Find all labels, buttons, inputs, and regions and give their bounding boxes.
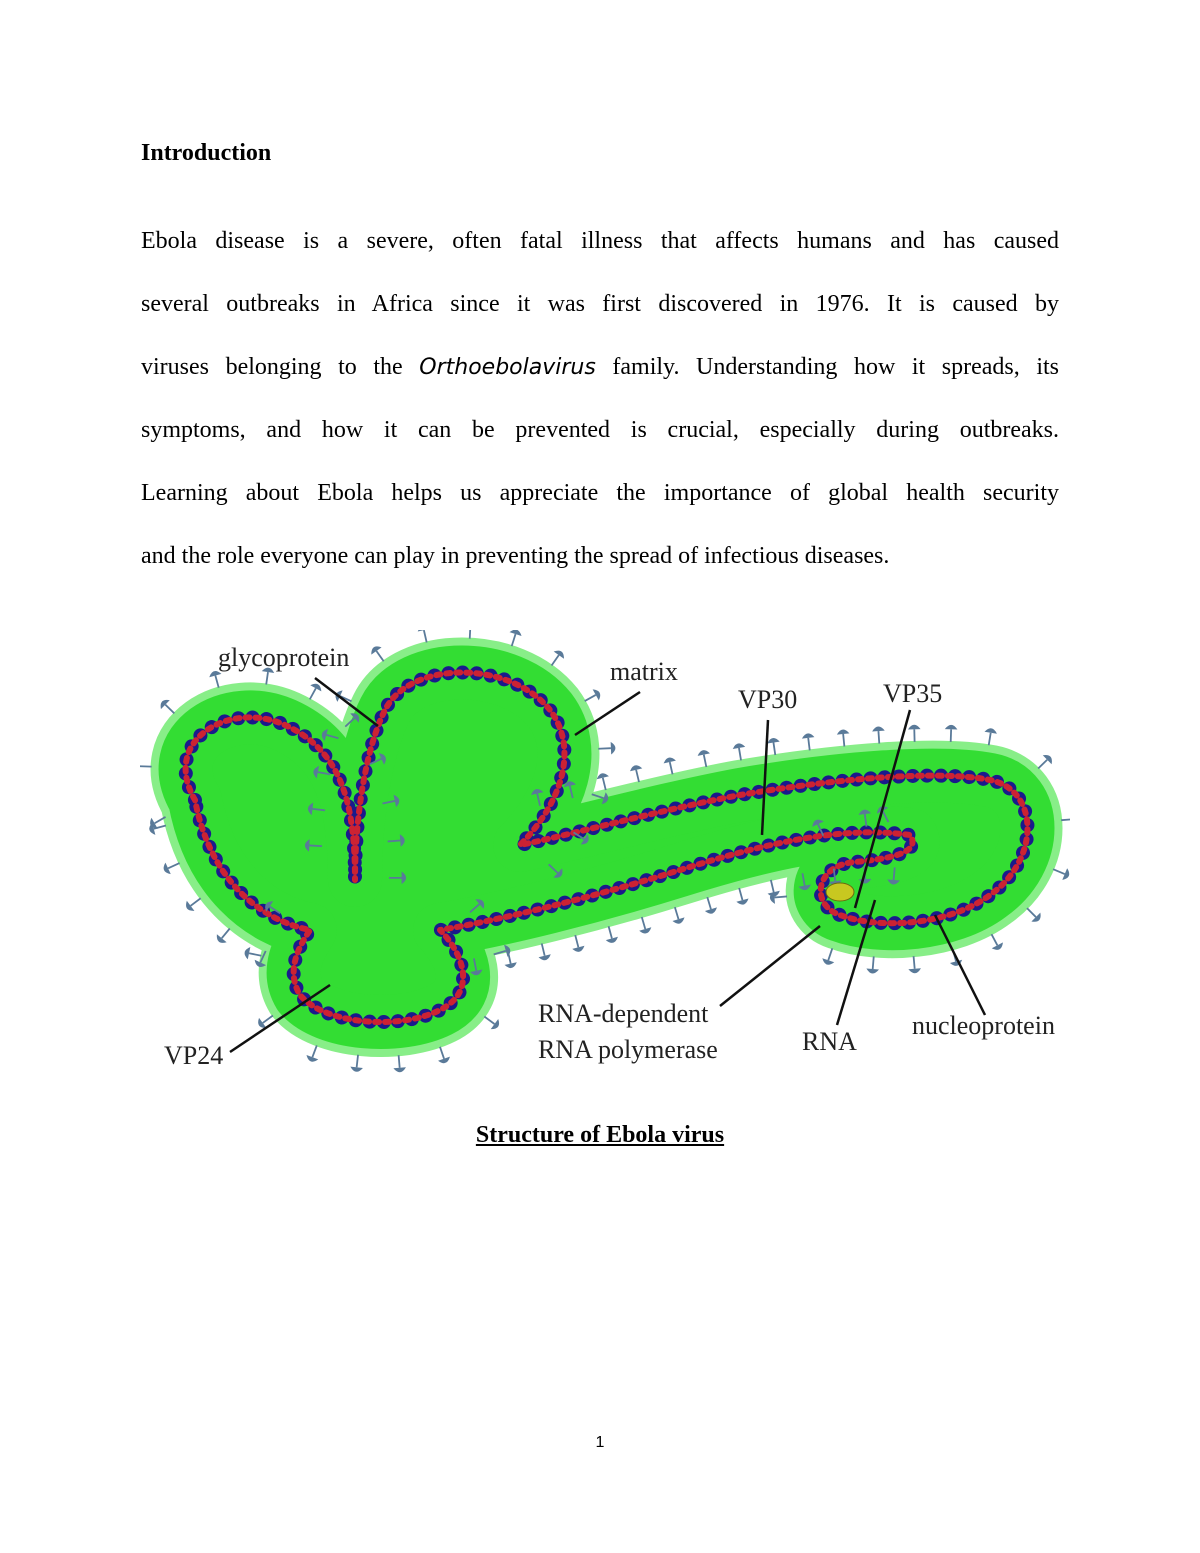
label-rna: RNA <box>802 1027 857 1056</box>
paragraph-line: several outbreaks in Africa since it was first discovered in 1976. It is caused by <box>141 291 1059 317</box>
line-text: family. Understanding how it spreads, its <box>595 354 1059 380</box>
page-number: 1 <box>595 1434 605 1451</box>
label-glycoprotein: glycoprotein <box>218 643 350 672</box>
ebola-virus-illustration <box>140 630 1070 1090</box>
label-vp35: VP35 <box>883 679 943 708</box>
rna-polymerase-shape <box>826 883 854 901</box>
paragraph-line: Learning about Ebola helps us appreciate the importance of global health security <box>141 480 1059 506</box>
paragraph-line: symptoms, and how it can be prevented is crucial, especially during outbreaks. <box>141 417 1059 443</box>
intro-paragraph <box>141 210 1059 588</box>
paragraph-line: and the role everyone can play in preventing the spread of infectious diseases. <box>141 543 890 569</box>
virus-family-name: Orthoebolavirus <box>419 355 596 380</box>
label-polymerase-line1: RNA-dependent <box>538 999 709 1028</box>
label-vp30: VP30 <box>738 685 798 714</box>
label-vp24: VP24 <box>164 1041 224 1070</box>
paragraph-line <box>141 336 1059 399</box>
label-matrix: matrix <box>610 657 678 686</box>
line-text: viruses belonging to the <box>141 354 420 380</box>
paragraph-line: Ebola disease is a severe, often fatal illness that affects humans and has caused <box>141 228 1059 254</box>
section-heading: Introduction <box>141 140 272 166</box>
label-polymerase-line2: RNA polymerase <box>538 1035 718 1064</box>
figure-caption: Structure of Ebola virus <box>475 1122 725 1148</box>
ebola-structure-figure <box>140 630 1070 1090</box>
label-nucleoprotein: nucleoprotein <box>912 1011 1055 1040</box>
